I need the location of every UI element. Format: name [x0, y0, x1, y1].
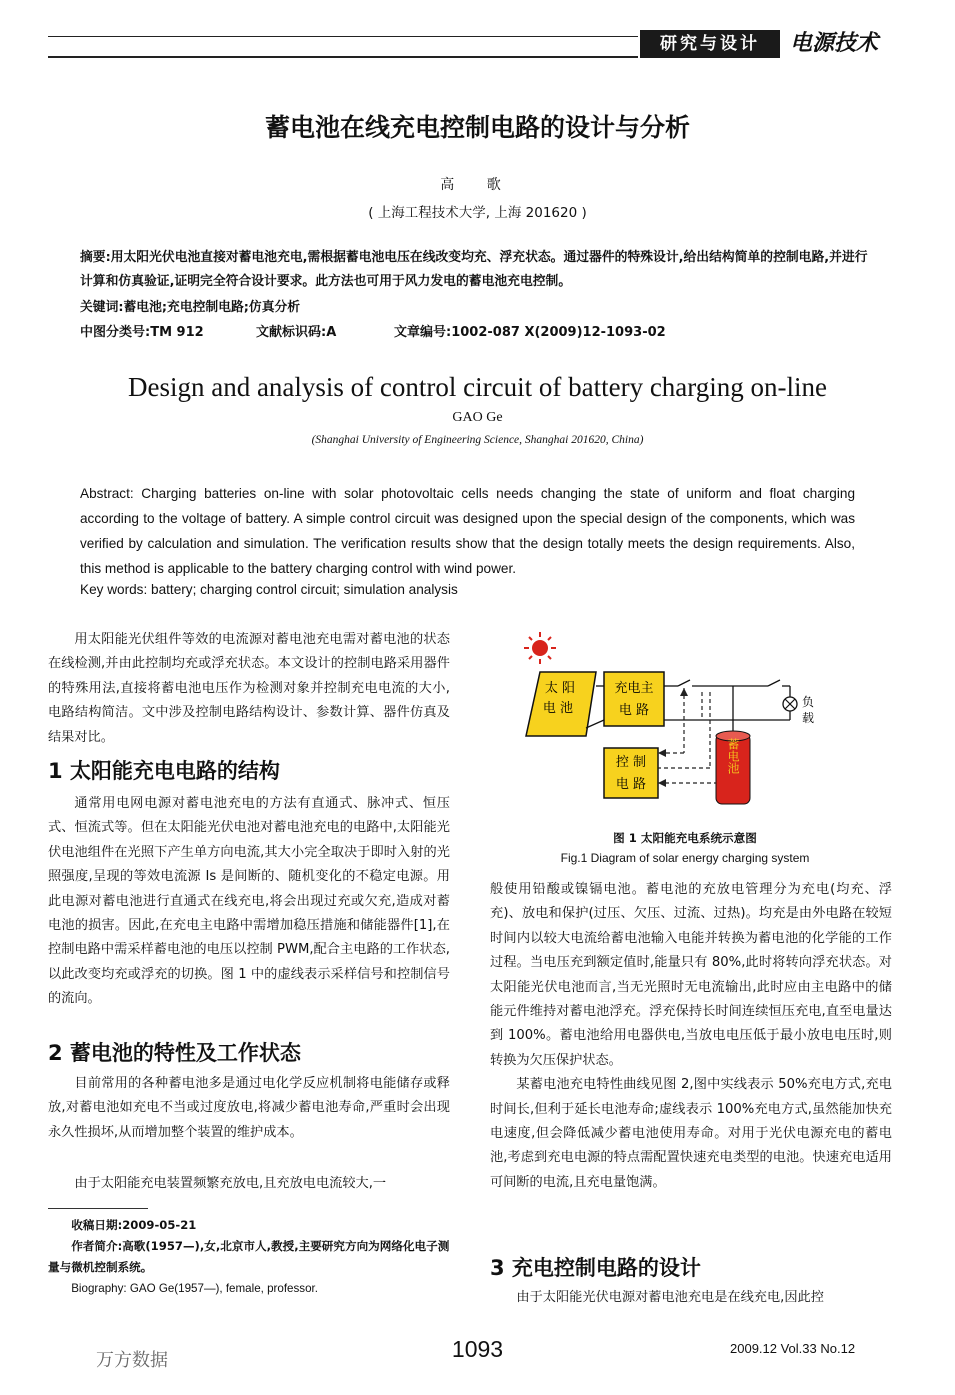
section-heading-2: 2 蓄电池的特性及工作状态	[48, 1041, 301, 1065]
keywords-cn: 关键词:蓄电池;充电控制电路;仿真分析	[80, 300, 301, 315]
watermark: 万方数据	[96, 1350, 168, 1371]
header-column-name: 研究与设计	[640, 30, 780, 58]
article-number: 文章编号:1002-087 X(2009)12-1093-02	[394, 325, 666, 340]
right-column-text	[490, 878, 892, 1195]
issue-info: 2009.12 Vol.33 No.12	[730, 1341, 856, 1356]
battery-label: 蓄电池	[726, 738, 740, 774]
main-label-2: 电 路	[618, 703, 650, 718]
section-heading-3: 3 充电控制电路的设计	[490, 1256, 701, 1280]
english-keywords: Key words: battery; charging control circuit; simulation analysis	[80, 582, 458, 597]
english-affiliation: (Shanghai University of Engineering Science, Shanghai 201620, China)	[311, 434, 644, 446]
load-icon	[783, 697, 797, 711]
footnote	[48, 1215, 450, 1299]
figure-solar-charging-system	[520, 628, 850, 818]
control-label-1: 控 制	[615, 755, 647, 770]
solar-label-1: 太 阳	[544, 681, 576, 696]
section-heading-1: 1 太阳能充电电路的结构	[48, 759, 280, 783]
header-rule-top	[48, 36, 638, 37]
solar-label-2: 电 池	[542, 701, 574, 716]
footnote-rule	[48, 1208, 148, 1209]
received-date: 收稿日期:2009-05-21	[71, 1218, 197, 1232]
section-3-paragraph: 由于太阳能光伏电源对蓄电池充电是在线充电,因此控	[516, 1290, 824, 1305]
english-title: Design and analysis of control circuit of battery charging on-line	[127, 372, 828, 402]
header-rule-bottom	[48, 56, 638, 58]
header-journal-name: 电源技术	[790, 31, 879, 56]
control-label-2: 电 路	[615, 777, 647, 792]
english-abstract: Abstract: Charging batteries on-line with solar photovoltaic cells needs changing the state of uniform and float charging according to the voltage of battery. A simple control circuit was designed upon the special design of the components, which was verified by calculation and simulation. The verification results show that the design totally meets the design requirements. Also, this method is applicable to the battery charging control with wind power.	[80, 486, 855, 576]
figure-caption-cn: 图 1 太阳能充电系统示意图	[613, 831, 757, 845]
author-bio-cn: 作者简介:高歌(1957—),女,北京市人,教授,主要研究方向为网络化电子测量与微机控制系统。	[48, 1239, 450, 1274]
affiliation: ( 上海工程技术大学, 上海 201620 )	[368, 205, 587, 221]
page-title: 蓄电池在线充电控制电路的设计与分析	[264, 113, 690, 142]
english-author: GAO Ge	[452, 410, 503, 425]
section-2-paragraph: 目前常用的各种蓄电池多是通过电化学反应机制将电能储存或释放,对蓄电池如充电不当或过度放电,将减少蓄电池寿命,严重时会出现永久性损坏,从而增加整个装置的维护成本。	[48, 1076, 450, 1140]
abstract-cn: 摘要:用太阳光伏电池直接对蓄电池充电,需根据蓄电池电压在线改变均充、浮充状态。通过器件的特殊设计,给出结构简单的控制电路,并进行计算和仿真验证,证明完全符合设计要求。此方法也可用于风力发电的蓄电池充电控制。	[80, 250, 868, 289]
main-label-1: 充电主	[614, 681, 654, 696]
right-paragraph-1: 般使用铅酸或镍镉电池。蓄电池的充放电管理分为充电(均充、浮充)、放电和保护(过压、欠压、过流、过热)。均充是由外电路在较短时间内以较大电流给蓄电池输入电能并转换为蓄电池的化学能的工作过程。当电压充到额定值时,能量只有 80%,此时将转向浮充状态。对太阳能光伏电池而言,当无光照时无电流输出,此时应由主电路中的储能元件维持对蓄电池浮充。浮充保持长时间连续恒压充电,直至电量达到 100%。蓄电池给用电器供电,当放电电压低于最小放电电压时,则转换为欠压保护状态。	[490, 882, 892, 1068]
clc-number: 中图分类号:TM 912	[80, 325, 204, 340]
figure-caption-en: Fig.1 Diagram of solar energy charging system	[560, 851, 810, 865]
section-1-paragraph: 通常用电网电源对蓄电池充电的方法有直通式、脉冲式、恒压式、恒流式等。但在太阳能光伏电池对蓄电池充电的电路中,太阳能光伏电池组件在光照下产生单方向电流,其大小完全取决于即时入射的光照强度,呈现的等效电流源 Is 是间断的、随机变化的不稳定电源。用此电源对蓄电池进行直通式在线充电,将会出现过充或欠充,造成对蓄电池的损害。因此,在充电主电路中需增加稳压措施和储能器件[1],在控制电路中需采样蓄电池的电压以控制 PWM,配合主电路的工作状态,以此改变均充或浮充的切换。图 1 中的虚线表示采样信号和控制信号的流向。	[48, 796, 450, 1007]
classification-row	[80, 321, 880, 343]
intro-paragraph: 用太阳能光伏组件等效的电流源对蓄电池充电需对蓄电池的状态在线检测,并由此控制均充或浮充状态。本文设计的控制电路采用器件的特殊用法,直接将蓄电池电压作为检测对象并控制充电电流的大小,电路结构简洁。文中涉及控制电路结构设计、参数计算、器件仿真及结果对比。	[48, 632, 450, 745]
document-code: 文献标识码:A	[256, 325, 337, 340]
page-number: 1093	[451, 1336, 504, 1362]
author-bio-en: Biography: GAO Ge(1957—), female, professor.	[71, 1282, 318, 1295]
load-label-2: 载	[802, 711, 815, 725]
author: 高 歌	[440, 177, 515, 193]
right-paragraph-2: 某蓄电池充电特性曲线见图 2,图中实线表示 50%充电方式,充电时间长,但利于延长电池寿命;虚线表示 100%充电方式,虽然能加快充电速度,但会降低减少蓄电池使用寿命。对用于光伏电源充电的蓄电池,考虑到充电电源的特点需配置快速充电类型的电池。快速充电适用可间断的电流,且充电量饱满。	[490, 1077, 892, 1190]
load-label-1: 负	[802, 695, 815, 709]
sun-icon	[524, 632, 556, 664]
section-2-paragraph-2: 由于太阳能充电装置频繁充放电,且充放电电流较大,一	[74, 1176, 387, 1191]
